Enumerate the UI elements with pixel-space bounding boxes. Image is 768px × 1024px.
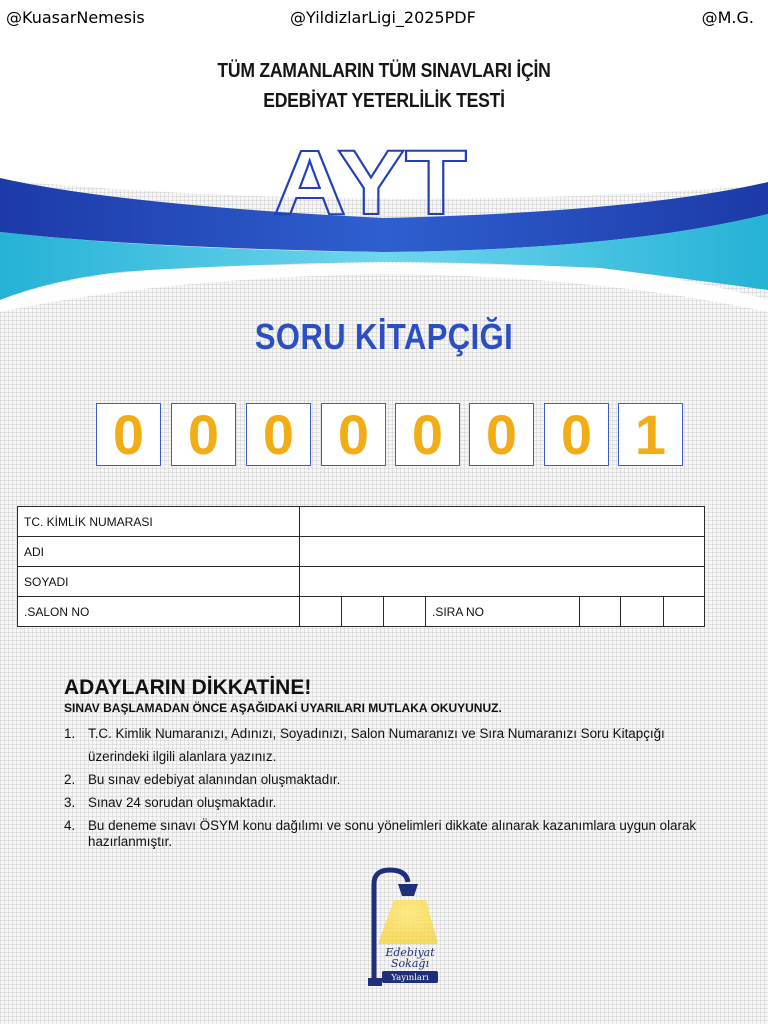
instructions-list — [64, 722, 714, 850]
name-field[interactable] — [300, 537, 705, 567]
header-line-1: TÜM ZAMANLARIN TÜM SINAVLARI İÇİN — [217, 60, 551, 82]
watermark-bar — [0, 0, 768, 34]
digit: 0 — [262, 402, 295, 466]
list-item — [64, 768, 714, 791]
candidate-info-table — [17, 506, 705, 627]
lamp-head-icon — [398, 884, 418, 896]
digit-box — [246, 403, 311, 466]
publisher-line-2: Sokağı — [391, 957, 429, 970]
item-text: Sınav 24 sorudan oluşmaktadır. — [88, 795, 277, 810]
exam-code-logo — [270, 140, 470, 218]
table-row — [18, 507, 705, 537]
publisher-line-3: Yayınları — [391, 973, 429, 983]
digit: 0 — [187, 402, 220, 466]
item-number: 4. — [64, 818, 76, 833]
publisher-line-1: Edebiyat — [385, 946, 435, 959]
salon-label: .SALON NO — [18, 597, 300, 627]
digit: 0 — [337, 402, 370, 466]
instructions-subtitle: SINAV BAŞLAMADAN ÖNCE AŞAĞIDAKİ UYARILARI MUTLAKA OKUYUNUZ. — [64, 701, 502, 715]
digit: 1 — [634, 402, 667, 466]
item-number: 1. — [64, 726, 76, 741]
salon-digit-field[interactable] — [384, 597, 426, 627]
list-item — [64, 791, 714, 814]
salon-digit-field[interactable] — [300, 597, 342, 627]
watermark-left: @KuasarNemesis — [6, 8, 145, 27]
digit-box — [171, 403, 236, 466]
table-row — [18, 597, 705, 627]
sira-digit-field[interactable] — [664, 597, 705, 627]
item-text: Bu deneme sınavı ÖSYM konu dağılımı ve sonu yönelimleri dikkate alınarak kazanımlara uygun olarak hazırlanmıştır. — [88, 818, 697, 849]
sira-digit-field[interactable] — [621, 597, 664, 627]
digit-box — [618, 403, 683, 466]
list-item — [64, 722, 714, 768]
digit-box — [321, 403, 386, 466]
instructions-section — [64, 676, 714, 850]
digit-box — [469, 403, 534, 466]
digit: 0 — [411, 402, 444, 466]
tc-field[interactable] — [300, 507, 705, 537]
instructions-title: ADAYLARIN DİKKATİNE! — [64, 676, 312, 699]
watermark-right: @M.G. — [701, 8, 754, 27]
digit-box — [544, 403, 609, 466]
item-number: 2. — [64, 772, 76, 787]
watermark-center: @YildizlarLigi_2025PDF — [290, 8, 476, 27]
exam-code-text: AYT — [273, 140, 467, 218]
publisher-logo — [356, 864, 446, 990]
surname-label: SOYADI — [18, 567, 300, 597]
sira-digit-field[interactable] — [580, 597, 621, 627]
sira-label: .SIRA NO — [426, 597, 580, 627]
table-row — [18, 537, 705, 567]
table-row — [18, 567, 705, 597]
digit-box — [395, 403, 460, 466]
salon-digit-field[interactable] — [342, 597, 384, 627]
tc-label: TC. KİMLİK NUMARASI — [18, 507, 300, 537]
item-text: T.C. Kimlik Numaranızı, Adınızı, Soyadınızı, Salon Numaranızı ve Sıra Numaranızı Soru Kitapçığı üzerindeki ilgili alanlara yazınız. — [88, 726, 665, 764]
surname-field[interactable] — [300, 567, 705, 597]
header-line-2: EDEBİYAT YETERLİLİK TESTİ — [263, 90, 505, 112]
lamp-light-icon — [378, 900, 438, 944]
booklet-title: SORU KİTAPÇIĞI — [254, 316, 514, 357]
digit: 0 — [560, 402, 593, 466]
list-item — [64, 818, 714, 850]
digit-box — [96, 403, 161, 466]
digit: 0 — [485, 402, 518, 466]
name-label: ADI — [18, 537, 300, 567]
item-number: 3. — [64, 795, 76, 810]
digit: 0 — [112, 402, 145, 466]
item-text: Bu sınav edebiyat alanından oluşmaktadır. — [88, 772, 341, 787]
